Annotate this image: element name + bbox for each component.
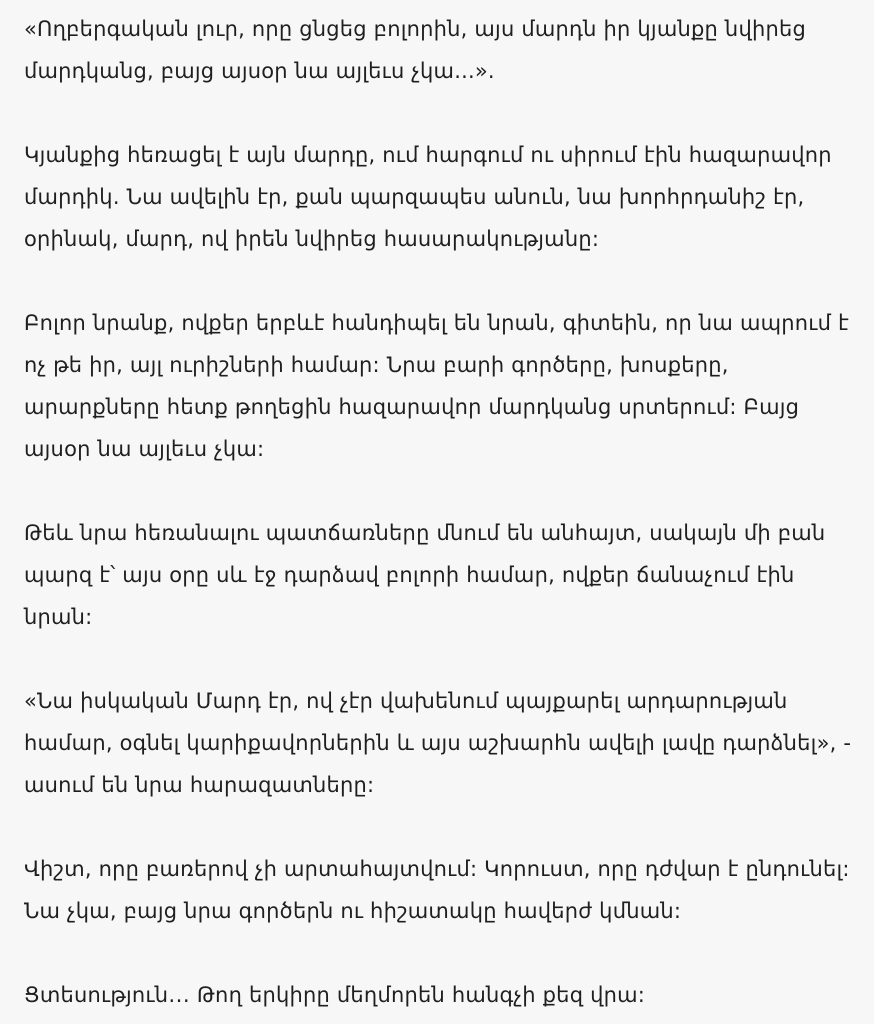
paragraph-passing-announcement: Կյանքից հեռացել է այն մարդը, ում հարգում ու սիրում էին հազարավոր մարդիկ. Նա ավելին էր, քան պարզապես անուն, նա խորհրդանիշ էր, օրինակ, մարդ, ով իրեն նվիրեց հասարակությանը:: [24, 143, 832, 251]
paragraph-relatives-quote: «Նա իսկական Մարդ էր, ով չէր վախենում պայքարել արդարության համար, օգնել կարիքավորներին և այս աշխարհն ավելի լավը դարձնել», - ասում են նրա հարազատները:: [24, 689, 852, 797]
paragraph-good-deeds: Բոլոր նրանք, ովքեր երբևէ հանդիպել են նրան, գիտեին, որ նա ապրում է ոչ թե իր, այլ ուրիշների համար: Նրա բարի գործերը, խոսքերը, արարքները հետք թողեցին հազարավոր մարդկանց սրտերում: Բայց այսօր նա այլեւս չկա:: [24, 311, 850, 461]
paragraph-quote-intro: «Ողբերգական լուր, որը ցնցեց բոլորին, այս մարդն իր կյանքը նվիրեց մարդկանց, բայց այսօր նա այլեւս չկա...».: [24, 17, 806, 83]
paragraph-grief: Վիշտ, որը բառերով չի արտահայտվում: Կորուստ, որը դժվար է ընդունել: Նա չկա, բայց նրա գործերն ու հիշատակը հավերժ կմնան:: [24, 857, 850, 923]
paragraph-farewell: Ցտեսություն․․․ Թող երկիրը մեղմորեն հանգչի քեզ վրա:: [24, 983, 646, 1007]
paragraph-cause-unknown: Թեև նրա հեռանալու պատճառները մնում են անհայտ, սակայն մի բան պարզ է՝ այս օրը սև էջ դարձավ բոլորի համար, ովքեր ճանաչում էին նրան:: [24, 521, 826, 629]
